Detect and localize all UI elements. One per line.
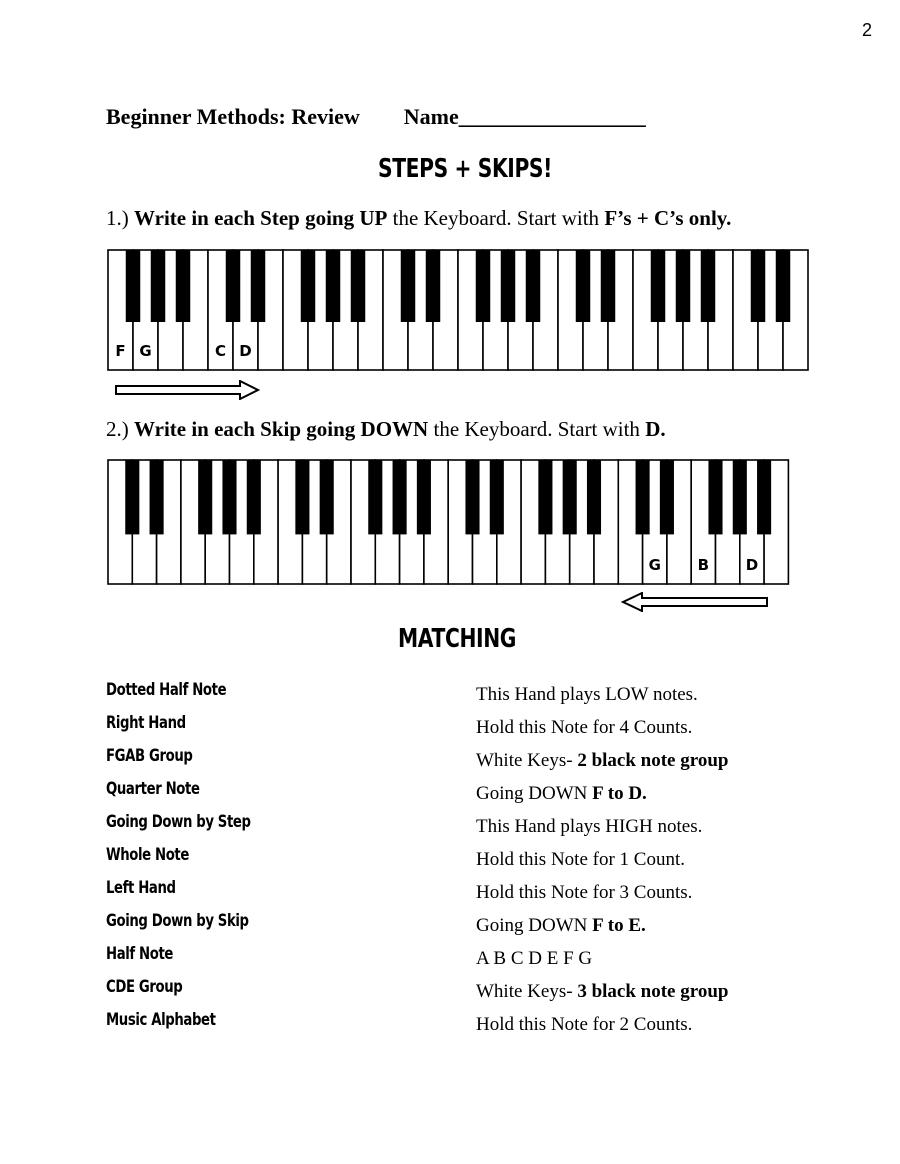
- keyboard-1[interactable]: [106, 248, 810, 374]
- question-2: [106, 417, 666, 442]
- definition-bold-text: 3 black note group: [577, 981, 729, 1002]
- matching-term: Going Down by Step: [106, 812, 251, 832]
- kb2-key-label: B: [697, 556, 710, 574]
- matching-definition: [476, 713, 728, 746]
- q1-plain: the Keyboard. Start with: [392, 206, 600, 230]
- matching-definition: [476, 812, 728, 845]
- matching-term: Music Alphabet: [106, 1010, 216, 1030]
- kb1-black-key[interactable]: [601, 250, 616, 322]
- q1-bold: Write in each Step going UP: [134, 206, 388, 230]
- right-arrow-icon: [114, 380, 260, 400]
- kb2-black-key[interactable]: [247, 460, 261, 534]
- kb1-black-key[interactable]: [151, 250, 166, 322]
- kb1-black-key[interactable]: [651, 250, 666, 322]
- definition-text: Hold this Note for 3 Counts.: [476, 882, 693, 903]
- matching-term: CDE Group: [106, 977, 183, 997]
- kb2-black-key[interactable]: [222, 460, 236, 534]
- worksheet-title: Beginner Methods: Review: [106, 104, 360, 129]
- kb1-black-key[interactable]: [476, 250, 491, 322]
- kb2-black-key[interactable]: [417, 460, 431, 534]
- kb2-black-key[interactable]: [563, 460, 577, 534]
- matching-term: Half Note: [106, 944, 174, 964]
- matching-term: Dotted Half Note: [106, 680, 227, 700]
- matching-definition: [476, 845, 728, 878]
- kb1-black-key[interactable]: [701, 250, 716, 322]
- kb1-key-label: G: [139, 342, 152, 360]
- kb2-black-key[interactable]: [393, 460, 407, 534]
- kb1-key-label: D: [239, 342, 252, 360]
- page-number: 2: [861, 20, 872, 40]
- matching-definition: [476, 911, 728, 944]
- matching-definition: [476, 680, 728, 713]
- kb1-key-label: C: [214, 342, 227, 360]
- kb2-key-label: D: [745, 556, 759, 574]
- kb2-black-key[interactable]: [295, 460, 309, 534]
- kb1-black-key[interactable]: [326, 250, 341, 322]
- kb1-black-key[interactable]: [426, 250, 441, 322]
- matching-term: Going Down by Skip: [106, 911, 249, 931]
- matching-term: Left Hand: [106, 878, 176, 898]
- kb1-black-key[interactable]: [751, 250, 766, 322]
- kb2-key-label: G: [648, 556, 661, 574]
- kb2-black-key[interactable]: [150, 460, 164, 534]
- q2-bold: Write in each Skip going DOWN: [134, 417, 429, 441]
- matching-definition: [476, 746, 728, 779]
- kb1-black-key[interactable]: [576, 250, 591, 322]
- kb2-black-key[interactable]: [320, 460, 334, 534]
- definition-text: Hold this Note for 1 Count.: [476, 849, 685, 870]
- kb1-black-key[interactable]: [401, 250, 416, 322]
- q2-number: 2.): [106, 417, 129, 441]
- definition-bold-text: 2 black note group: [577, 750, 729, 771]
- name-field[interactable]: Name_________________: [403, 104, 646, 129]
- kb1-black-key[interactable]: [176, 250, 191, 322]
- kb2-black-key[interactable]: [538, 460, 552, 534]
- kb1-black-key[interactable]: [501, 250, 516, 322]
- definition-text: Hold this Note for 2 Counts.: [476, 1014, 693, 1035]
- kb2-black-key[interactable]: [490, 460, 504, 534]
- matching-term: Quarter Note: [106, 779, 200, 799]
- definition-text: White Keys-: [476, 981, 578, 1002]
- matching-definition: [476, 878, 728, 911]
- definition-bold-text: F to D.: [592, 783, 647, 804]
- matching-definition: [476, 977, 728, 1010]
- question-1: [106, 206, 731, 231]
- kb2-black-key[interactable]: [465, 460, 479, 534]
- matching-term: Right Hand: [106, 713, 186, 733]
- kb1-black-key[interactable]: [301, 250, 316, 322]
- kb1-black-key[interactable]: [776, 250, 791, 322]
- kb2-black-key[interactable]: [587, 460, 601, 534]
- definition-text: White Keys-: [476, 750, 578, 771]
- q1-bold-end: F’s + C’s only.: [604, 206, 732, 230]
- matching-term: Whole Note: [106, 845, 189, 865]
- kb1-key-label: F: [115, 342, 126, 360]
- definition-text: Going DOWN: [476, 783, 593, 804]
- definition-text: Going DOWN: [476, 915, 593, 936]
- definition-text: This Hand plays HIGH notes.: [476, 816, 703, 837]
- q2-plain: the Keyboard. Start with: [433, 417, 640, 441]
- kb1-black-key[interactable]: [351, 250, 366, 322]
- kb2-black-key[interactable]: [757, 460, 771, 534]
- kb2-black-key[interactable]: [368, 460, 382, 534]
- matching-terms-list: [106, 680, 291, 1043]
- matching-definition: [476, 1010, 728, 1043]
- kb1-black-key[interactable]: [676, 250, 691, 322]
- kb2-black-key[interactable]: [198, 460, 212, 534]
- definition-text: Hold this Note for 4 Counts.: [476, 717, 693, 738]
- definition-bold-text: F to E.: [592, 915, 646, 936]
- matching-title: MATCHING: [398, 624, 517, 654]
- kb2-black-key[interactable]: [125, 460, 139, 534]
- matching-definition: [476, 944, 728, 977]
- kb1-black-key[interactable]: [226, 250, 241, 322]
- kb1-black-key[interactable]: [251, 250, 266, 322]
- worksheet-header: [106, 104, 646, 130]
- kb1-black-key[interactable]: [126, 250, 141, 322]
- kb2-black-key[interactable]: [636, 460, 650, 534]
- steps-skips-title: STEPS + SKIPS!: [378, 154, 553, 184]
- matching-definition: [476, 779, 728, 812]
- definition-text: A B C D E F G: [476, 948, 593, 969]
- q2-bold-end: D.: [645, 417, 666, 441]
- kb2-black-key[interactable]: [708, 460, 722, 534]
- kb2-black-key[interactable]: [660, 460, 674, 534]
- matching-term: FGAB Group: [106, 746, 193, 766]
- kb2-black-key[interactable]: [733, 460, 747, 534]
- left-arrow-icon: [620, 592, 770, 612]
- definition-text: This Hand plays LOW notes.: [476, 684, 698, 705]
- q1-number: 1.): [106, 206, 129, 230]
- keyboard-2[interactable]: [106, 458, 792, 588]
- kb1-black-key[interactable]: [526, 250, 541, 322]
- matching-definitions-list: [476, 680, 728, 1043]
